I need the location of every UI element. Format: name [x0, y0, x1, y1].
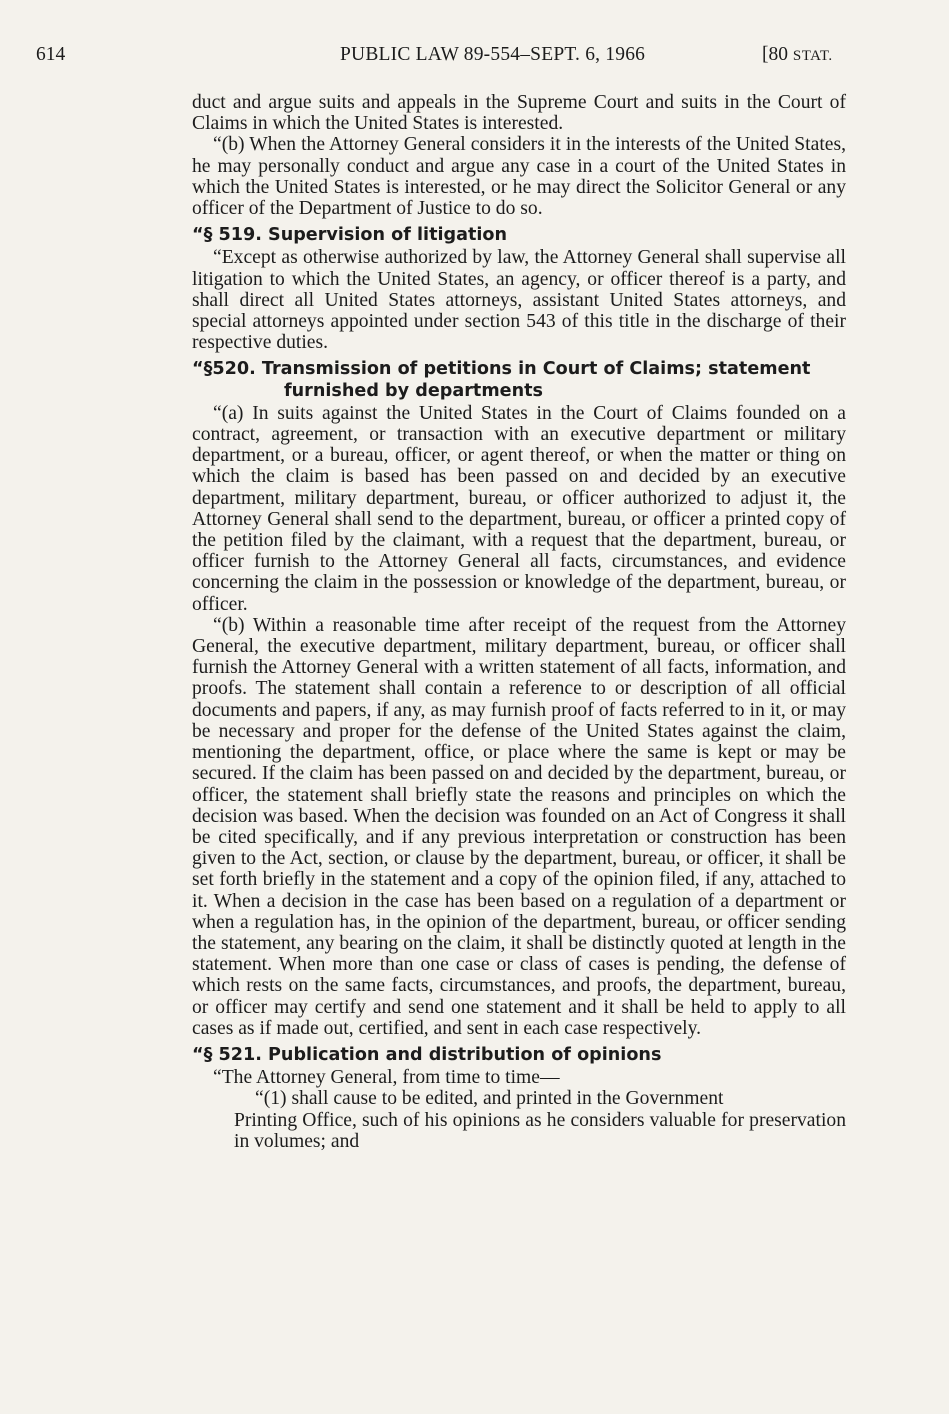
section-518-subsection-b: “(b) When the Attorney General considers it in the interests of the United States, he may personally conduct and argue any case in a court of the United States in which the United States is interested, or he may direct the Solicitor General or any officer of the Department of Justice to do so.	[192, 134, 846, 220]
statute-prefix: [80	[762, 44, 793, 65]
section-521-paragraph-1	[192, 1088, 846, 1152]
law-title: PUBLIC LAW 89-554–SEPT. 6, 1966	[340, 44, 646, 65]
document-body	[192, 92, 846, 1152]
statute-reference	[762, 44, 833, 66]
section-519-text: “Except as otherwise authorized by law, the Attorney General shall supervise all litigation to which the United States, an agency, or officer thereof is a party, and shall direct all United States attorneys, assistant United States attorneys, and special attorneys appointed under section 543 of this title in the discharge of their respective duties.	[192, 247, 846, 354]
paragraph-1-first-line: “(1) shall cause to be edited, and printed in the Government	[255, 1088, 724, 1110]
running-header	[0, 44, 949, 74]
section-520-subsection-b: “(b) Within a reasonable time after receipt of the request from the Attorney General, the executive department, military department, bureau, or officer shall furnish the Attorney General with a written statement of all facts, information, and proofs. The statement shall contain a reference to or description of all official documents and papers, if any, as may furnish proof of facts referred to in it, or may be necessary and proper for the defense of the United States against the claim, mentioning the department, office, or place where the same is kept or may be secured. If the claim has been passed on and decided by the department, bureau, or officer, the statement shall briefly state the reasons and principles on which the decision was based. When the decision was founded on an Act of Congress it shall be cited specifically, and if any previous interpretation or construction has been given to the Act, section, or clause by the department, bureau, or officer, it shall be set forth briefly in the statement and a copy of the opinion filed, if any, attached to it. When a decision in the case has been based on a regulation of a department or when a regulation has, in the opinion of the department, bureau, or officer sending the statement, any bearing on the claim, it shall be distinctly quoted at length in the statement. When more than one case or class of cases is pending, the defense of which rests on the same facts, circumstances, and proofs, the department, bureau, or officer may certify and send one statement and it shall be held to apply to all cases as if made out, certified, and sent in each case respectively.	[192, 614, 846, 1039]
paragraph-1-continuation: Printing Office, such of his opinions as he considers valuable for preservation in volumes; and	[234, 1109, 846, 1152]
section-519-heading: “§ 519. Supervision of litigation	[192, 225, 508, 246]
section-520-subsection-a: “(a) In suits against the United States in the Court of Claims founded on a contract, agreement, or transaction with an executive department or military department, or a bureau, officer, or agent thereof, or when the matter or thing on which the claim is based has been passed on and decided by an executive department, military department, bureau, or officer authorized to adjust it, the Attorney General shall send to the department, bureau, or officer a printed copy of the petition filed by the claimant, with a request that the department, bureau, or officer furnish to the Attorney General all facts, circumstances, and evidence concerning the claim in the possession or knowledge of the department, bureau, or officer.	[192, 402, 846, 615]
continuation-paragraph: duct and argue suits and appeals in the Supreme Court and suits in the Court of Claims in which the United States is interested.	[192, 92, 846, 135]
section-521-intro: “The Attorney General, from time to time—	[213, 1067, 560, 1089]
section-521-heading: “§ 521. Publication and distribution of opinions	[192, 1044, 662, 1065]
statute-label: STAT.	[792, 48, 833, 64]
section-520-heading: “§520. Transmission of petitions in Court of Claims; statement furnished by departments	[192, 359, 811, 401]
page-number: 614	[36, 44, 66, 65]
